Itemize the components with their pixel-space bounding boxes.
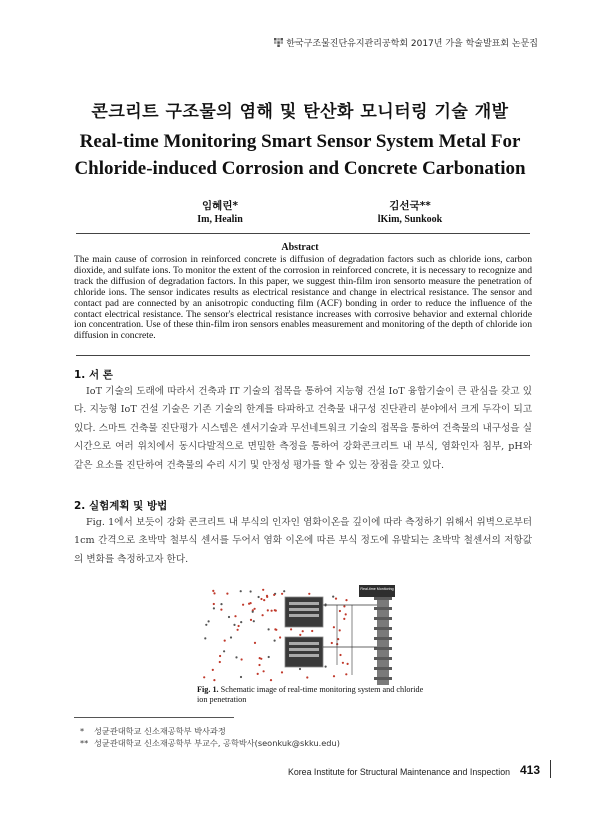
- chloride-ion-dot: [220, 603, 222, 605]
- author-1-korean: 임혜린*: [202, 200, 238, 212]
- chloride-ion-dot: [273, 594, 275, 596]
- chloride-ion-dot: [212, 669, 214, 671]
- figure-1-caption: [197, 685, 427, 705]
- chloride-ion-dot: [237, 629, 239, 631]
- chloride-ion-dot: [333, 675, 335, 677]
- footnote-2-text: 성균관대학교 신소재공학부 부교수, 공학박사(seonkuk@skku.edu): [94, 738, 340, 748]
- rebar: [374, 593, 392, 685]
- chloride-ion-dot: [306, 676, 308, 678]
- chloride-ion-dot: [226, 593, 228, 595]
- chloride-ion-dot: [220, 609, 222, 611]
- chloride-ion-dot: [224, 640, 226, 642]
- chloride-ion-dot: [302, 630, 304, 632]
- sensor-box-2: [285, 637, 323, 667]
- chloride-ion-dot: [262, 589, 264, 591]
- footnote-2-mark: **: [80, 738, 89, 748]
- chloride-ion-dot: [252, 611, 254, 613]
- chloride-ion-dot: [345, 599, 347, 601]
- abstract-bottom-rule: [76, 355, 530, 356]
- chloride-ion-dot: [219, 655, 221, 657]
- chloride-ion-dot: [230, 636, 232, 638]
- chloride-ion-dot: [235, 656, 237, 658]
- chloride-ion-dot: [311, 630, 313, 632]
- chloride-ion-dot: [208, 620, 210, 622]
- chloride-ion-dot: [267, 609, 269, 611]
- author-2-korean: 김선국**: [389, 200, 431, 212]
- chloride-ion-dot: [254, 642, 256, 644]
- chloride-ion-dot: [204, 637, 206, 639]
- chloride-ion-dot: [259, 657, 261, 659]
- chloride-ion-dot: [205, 624, 207, 626]
- title-english: Real-time Monitoring Smart Sensor System Metal For Chloride-induced Corrosion and Concrete Carbonation: [74, 131, 526, 179]
- chloride-ion-dot: [257, 673, 259, 675]
- chloride-ion-dot: [266, 596, 268, 598]
- abstract-body: The main cause of corrosion in reinforced concrete is diffusion of degradation factors such as chloride ions, carbon dioxide, and sulfate ions. To monitor the extent of the corrosion in reinforced concrete, it is necessary to recognize and track the diffusion of degradation factors. In this paper, we suggest thin-film iron sensorto measure the penetration of chloride ions. The sensor indicates results as electrical resistance and change in electrical resistance. The sensor and contact pad are connected by an anisotropic conducting film (ACF) bonding in order to reduce the influence of the contact electrical resistance. The sensor's electrical resistance increases with corrosive behavior and external chloride ion concentration. Use of these thin-film iron sensors enables measurement and monitoring of the depth of chloride ion diffusion in concrete.: [74, 254, 532, 342]
- chloride-ion-dot: [203, 676, 205, 678]
- footnote-1: [80, 726, 226, 737]
- monitoring-label: Real-time Monitoring: [360, 587, 394, 591]
- chloride-ion-dot: [332, 596, 334, 598]
- title-korean: 콘크리트 구조물의 염해 및 탄산화 모니터링 기술 개발: [91, 102, 509, 122]
- chloride-ion-dot: [213, 607, 215, 609]
- chloride-ion-dot: [283, 590, 285, 592]
- chloride-ion-dot: [258, 664, 260, 666]
- author-2-english: lKim, Sunkook: [377, 214, 443, 225]
- chloride-ion-dot: [268, 628, 270, 630]
- chloride-ion-dot: [325, 666, 327, 668]
- chloride-ion-dot: [271, 610, 273, 612]
- chloride-ion-dot: [241, 658, 243, 660]
- chloride-ion-dot: [337, 638, 339, 640]
- chloride-ion-dot: [274, 609, 276, 611]
- chloride-ion-dot: [335, 598, 337, 600]
- section-1-body: IoT 기술의 도래에 따라서 건축과 IT 기술의 접목을 통하여 지능형 건설 IoT 융합기술이 큰 관심을 갖고 있다. 지능형 IoT 건설 기술은 기존 기술의 한계를 타파하고 건축물 내구성 진단관리 분야에서 크게 두각이 되고 있다. 스마트 건축물 진단평가 시스템은 센서기술과 무선네트워크 기술의 접목을 통하여 건축물의 내구성을 실시간으로 여러 위치에서 동시다발적으로 면밀한 측정을 통하여 강화콘크리트 내 부식, 염화인자 침부, pH와 같은 요소를 진단하여 건축물의 수리 시기 및 안정성 평가를 할 수 있는 장점을 갖고 있다.: [74, 386, 532, 471]
- footnote-1-text: 성균관대학교 신소재공학부 박사과정: [94, 726, 226, 736]
- chloride-ion-dot: [279, 636, 281, 638]
- chloride-ion-dot: [290, 628, 292, 630]
- footnote-rule: [74, 717, 234, 718]
- chloride-ion-dot: [270, 679, 272, 681]
- chloride-ion-dot: [299, 668, 301, 670]
- chloride-ion-dot: [238, 625, 240, 627]
- chloride-ion-dot: [339, 610, 341, 612]
- chloride-ion-dot: [343, 618, 345, 620]
- chloride-ion-dot: [263, 670, 265, 672]
- chloride-ion-dot: [281, 671, 283, 673]
- footnote-1-mark: *: [80, 726, 85, 736]
- chloride-ion-dot: [260, 598, 262, 600]
- chloride-ion-dot: [299, 634, 301, 636]
- chloride-ion-dot: [342, 662, 344, 664]
- chloride-ion-dot: [219, 661, 221, 663]
- section-2-body: Fig. 1에서 보듯이 강화 콘크리트 내 부식의 인자인 염화이온을 깊이에 따라 측정하기 위해서 위벽으로부터 1cm 간격으로 초박막 철부식 센서를 두어서 염화 이온에 따른 부식 정도에 유발되는 초박막 철센서의 저항값의 변화를 측정하고자 한다.: [74, 517, 532, 565]
- decorative-dots-icon: [274, 38, 283, 47]
- chloride-ion-dot: [213, 679, 215, 681]
- sensor-box-1: [285, 597, 323, 627]
- page-number: 413: [519, 763, 540, 777]
- footnote-2: [80, 738, 340, 749]
- chloride-ion-dot: [268, 656, 270, 658]
- section-1-heading: 1. 서 론: [74, 369, 113, 381]
- chloride-ion-dot: [281, 593, 283, 595]
- chloride-ion-dot: [223, 650, 225, 652]
- chloride-ion-dot: [343, 605, 345, 607]
- conference-name: 한국구조물진단유지관리공학회 2017년 가을 학술발표회 논문집: [286, 39, 538, 49]
- chloride-ion-dot: [250, 619, 252, 621]
- chloride-ion-dot: [263, 599, 265, 601]
- chloride-ion-dot: [212, 590, 214, 592]
- chloride-ion-dot: [331, 642, 333, 644]
- chloride-ion-dot: [234, 615, 236, 617]
- chloride-ion-dot: [213, 603, 215, 605]
- chloride-ion-dot: [240, 590, 242, 592]
- section-2-heading: 2. 실험계획 및 방법: [74, 500, 168, 512]
- chloride-ion-dot: [347, 663, 349, 665]
- abstract-top-rule: [76, 233, 530, 234]
- chloride-ion-dot: [254, 608, 256, 610]
- chloride-ion-dot: [233, 624, 235, 626]
- figure-1-schematic: [197, 585, 409, 685]
- abstract-heading: Abstract: [281, 242, 319, 253]
- chloride-ion-dot: [248, 603, 250, 605]
- chloride-ion-dot: [258, 596, 260, 598]
- chloride-ion-dot: [274, 640, 276, 642]
- chloride-ion-dot: [242, 604, 244, 606]
- chloride-ion-dot: [240, 621, 242, 623]
- chloride-ion-dot: [250, 590, 252, 592]
- chloride-ion-dot: [308, 593, 310, 595]
- chloride-ion-dot: [333, 626, 335, 628]
- footer-institute: Korea Institute for Structural Maintenance and Inspection: [287, 767, 510, 777]
- chloride-ion-dot: [253, 620, 255, 622]
- chloride-ion-dot: [345, 613, 347, 615]
- chloride-ion-dot: [262, 614, 264, 616]
- chloride-ion-dot: [240, 676, 242, 678]
- conference-header: [274, 36, 538, 49]
- chloride-ion-dot: [275, 629, 277, 631]
- footer-divider: [550, 760, 551, 778]
- chloride-ion-dot: [213, 592, 215, 594]
- chloride-ion-dots: [203, 589, 349, 682]
- figure-caption-text: Schematic image of real-time monitoring system and chloride ion penetration: [197, 685, 424, 704]
- author-1-english: Im, Healin: [197, 214, 243, 225]
- chloride-ion-dot: [228, 616, 230, 618]
- chloride-ion-dot: [339, 629, 341, 631]
- figure-label: Fig. 1.: [197, 685, 219, 694]
- chloride-ion-dot: [339, 654, 341, 656]
- chloride-ion-dot: [345, 673, 347, 675]
